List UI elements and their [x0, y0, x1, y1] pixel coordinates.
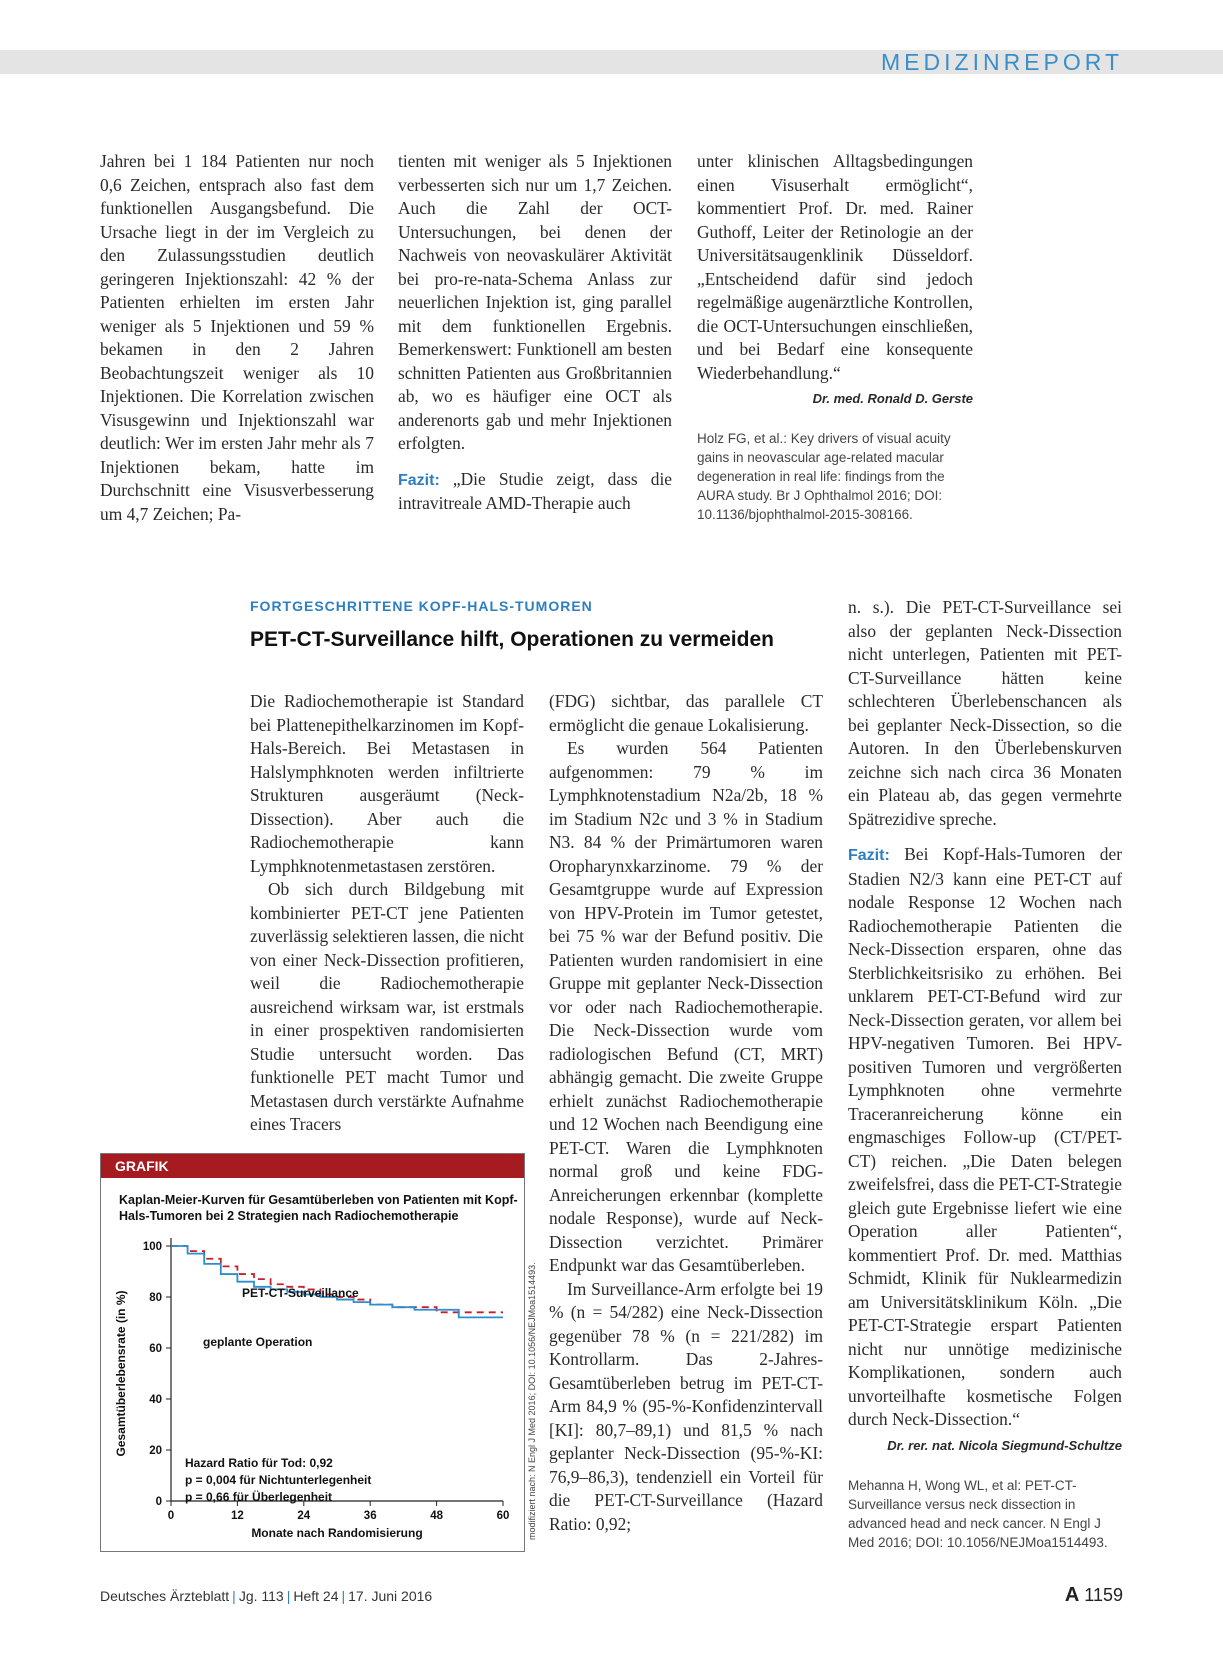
article2-fazit: [848, 843, 1122, 1453]
article2-reference: Mehanna H, Wong WL, et al: PET-CT-Surveillance versus neck dissection in advanced head and neck cancer. N Engl J Med 2016; DOI: 10.1056/NEJMoa1514493.: [848, 1478, 1108, 1550]
article2-headline: PET-CT-Surveillance hilft, Operationen zu vermeiden: [250, 628, 774, 651]
x-tick-label: 12: [231, 1510, 244, 1522]
article2-column-c: [848, 596, 1122, 1457]
fazit-text: „Die Studie zeigt, dass die intravitreale AMD-Therapie auch: [398, 468, 672, 513]
page-prefix: A: [1064, 1584, 1080, 1606]
footer-volume: Jg. 113: [238, 1588, 284, 1604]
chart-annotation: p = 0,66 für Überlegenheit: [185, 1490, 333, 1504]
chart-annotation: Hazard Ratio für Tod: 0,92: [185, 1456, 333, 1470]
footer-issue: Heft 24: [293, 1588, 339, 1604]
series-label-pet-ct: PET-CT-Surveillance: [242, 1286, 359, 1300]
x-tick-label: 48: [430, 1510, 443, 1522]
y-tick-label: 100: [142, 1241, 162, 1253]
article2-author: Dr. rer. nat. Nicola Siegmund-Schultze: [887, 1437, 1122, 1453]
km-curve-pet-ct: [171, 1246, 503, 1312]
article1-col1-text: Jahren bei 1 184 Patienten nur noch 0,6 Zeichen, entsprach also fast dem funktionellen Ausgangsbefund. Die Ursache liegt in der im Vergleich zu den Zulassungsstudien deutlich geringeren Injektionszahl: 42 % der Patienten erhielten im ersten Jahr weniger als 5 Injektionen und 59 % bekamen in den 2 Jahren Beobachtungszeit weniger als 10 Injektionen. Die Korrelation zwischen Visusgewinn und Injektionszahl war deutlich: Wer im ersten Jahr mehr als 7 Injektionen bekam, hatte im Durchschnitt eine Visusverbesserung um 4,7 Zeichen; Pa-: [100, 151, 374, 524]
x-tick-label: 24: [297, 1510, 311, 1522]
km-chart: [101, 1154, 524, 1551]
section-label: MEDIZINREPORT: [881, 49, 1123, 75]
fazit-label: Fazit:: [398, 471, 440, 489]
article2-colb-p3: Im Surveillance-Arm erfolgte bei 19 % (n = 54/282) eine Neck-Dissection gegenüber 78 % (n = 221/282) im Kontrollarm. Das 2-Jahres-Gesamtüberleben betrug im PET-CT-Arm 84,9 % (95-%-Konfidenzintervall [KI]: 80,7–89,1) und 81,5 % nach geplanter Neck-Dissection (95-%-KI: 76,9–86,3), tendenziell ein Vorteil für die PET-CT-Surveillance (Hazard Ratio: 0,92;: [549, 1278, 823, 1534]
y-tick-label: 0: [155, 1496, 162, 1508]
article2-colb-p2: Es wurden 564 Patienten aufgenommen: 79 % im Lymphknotenstadium N2a/2b, 18 % im Stadium N2c und 3 % in Stadium N3. 84 % der Primärtumoren waren Oropharynxkarzinome. 79 % der Gesamtgruppe wurde auf Expression von HPV-Protein im Tumor getestet, bei 75 % war der Befund positiv. Die Patienten wurden randomisiert in eine Gruppe mit geplanter Neck-Dissection vor oder nach Radiochemotherapie. Die Neck-Dissection wurde vom radiologischen Befund (CT, MRT) abhängig gemacht. Die zweite Gruppe erhielt zunächst Radiochemotherapie und 12 Wochen nach Beendigung eine PET-CT. Waren die Lymphknoten normal groß und keine FDG-Anreicherungen erkennbar (komplette nodale Response), wurde auf Neck-Dissection verzichtet. Primärer Endpunkt war das Gesamtüberleben.: [549, 738, 823, 1275]
y-tick-label: 60: [149, 1343, 162, 1355]
footer-page: [1065, 1584, 1123, 1607]
article2-cola-p1: Die Radiochemotherapie ist Standard bei Plattenepithelkarzinomen im Kopf-Hals-Bereich. Bei Metastasen in Halslymphknoten werden infiltrierte Strukturen ausgeräumt (Neck-Dissection). Aber auch die Radiochemotherapie kann Lymphknotenmetastasen zerstören.: [250, 691, 524, 876]
article2-cola-p2: Ob sich durch Bildgebung mit kombinierter PET-CT jene Patienten zuverlässig selektieren lassen, die nicht von einer Neck-Dissection profitieren, weil die Radiochemotherapie ausreichend wirksam war, ist erstmals in einer prospektiven randomisierten Studie untersucht worden. Das funktionelle PET macht Tumor und Metastasen durch verstärkte Aufnahme eines Tracers: [250, 879, 524, 1134]
y-tick-label: 40: [149, 1394, 162, 1406]
article1-col2-text: tienten mit weniger als 5 Injektionen verbesserten sich nur um 1,7 Zeichen. Auch die Zahl der OCT-Untersuchungen, bei denen der Nachweis von neovaskulärer Aktivität bei pro-re-nata-Schema Anlass zur neuerlichen Injektion ist, ging parallel mit dem funktionellen Ergebnis. Bemerkenswert: Funktionell am besten schnitten Patienten aus Großbritannien ab, wo es häufiger eine OCT als anderenorts gab und mehr Injektionen erfolgten.: [398, 151, 672, 453]
article1-fazit: [398, 468, 672, 516]
grafik-credit: modifiziert nach: N Engl J Med 2016; DOI: 10.1056/NEJMoa1514493.: [527, 1262, 537, 1540]
article2-kicker: FORTGESCHRITTENE KOPF-HALS-TUMOREN: [250, 598, 593, 614]
y-axis-label: Gesamtüberlebensrate (in %): [114, 1290, 128, 1457]
article1-col3-wrapper: [697, 150, 973, 406]
fazit-text: Bei Kopf-Hals-Tumoren der Stadien N2/3 kann eine PET-CT auf nodale Response 12 Wochen nach Radiochemotherapie Patienten die Neck-Dissection ersparen, ohne das Sterblichkeitsrisiko zu erhöhen. Bei unklarem PET-CT-Befund wird zur Neck-Dissection geraten, vor allem bei HPV-negativen Tumoren. Bei HPV-positiven Tumoren und vergrößerten Lymphknoten ohne vermehrte Traceranreicherung könne ein engmaschiges Follow-up (CT/PET-CT) reichen. „Die Daten belegen zweifelsfrei, dass die PET-CT-Strategie gleich gute Ergebnisse liefert wie eine Operation aller Patienten“, kommentiert Prof. Dr. med. Matthias Schmidt, Klinik für Nuklearmedizin am Universitätsklinikum Köln. „Die PET-CT-Strategie erspart Patienten nicht nur unnötige medizinische Komplikationen, sondern auch unvorteilhafte kosmetische Folgen durch Neck-Dissection.“: [848, 844, 1122, 1429]
article1-column-1: [100, 150, 374, 526]
series-label-operation: geplante Operation: [203, 1335, 313, 1349]
article2-column-b: [549, 690, 823, 1536]
article2-colb-p1: (FDG) sichtbar, das parallele CT ermöglicht die genaue Lokalisierung.: [549, 691, 823, 735]
article1-column-2: [398, 150, 672, 516]
x-tick-label: 60: [496, 1510, 510, 1522]
chart-annotation: p = 0,004 für Nichtunterlegenheit: [185, 1473, 372, 1487]
y-tick-label: 80: [149, 1292, 162, 1304]
grafik-box: [100, 1153, 525, 1552]
km-curve-operation: [171, 1246, 503, 1317]
footer-date: 17. Juni 2016: [348, 1588, 433, 1604]
article1-author: Dr. med. Ronald D. Gerste: [812, 391, 973, 406]
page-number: 1159: [1084, 1585, 1123, 1605]
article1-column-3: [697, 150, 973, 411]
y-tick-label: 20: [149, 1445, 162, 1457]
x-tick-label: 36: [363, 1510, 377, 1522]
footer-citation: Deutsches Ärzteblatt | Jg. 113 | Heft 24 | 17. Juni 2016: [100, 1588, 433, 1604]
footer-journal: Deutsches Ärzteblatt: [100, 1588, 230, 1604]
grafik-title: Kaplan-Meier-Kurven für Gesamtüberleben von Patienten mit Kopf-Hals-Tumoren bei 2 Strategien nach Radiochemotherapie: [119, 1193, 518, 1223]
grafik-header: GRAFIK: [101, 1154, 524, 1178]
article2-colc-p1: n. s.). Die PET-CT-Surveillance sei also der geplanten Neck-Dissection nicht unterlegen, Patienten mit PET-CT-Surveillance hätten keine schlechteren Überlebenschancen als bei geplanter Neck-Dissection, so die Autoren. In den Überlebenskurven zeichne sich nach circa 36 Monaten ein Plateau ab, das gegen vermehrte Spätrezidive spreche.: [848, 597, 1122, 829]
fazit-label: Fazit:: [848, 847, 890, 864]
x-axis-label: Monate nach Randomisierung: [251, 1526, 423, 1540]
article1-col3-text: unter klinischen Alltagsbedingungen einen Visuserhalt ermöglicht“, kommentiert Prof. Dr. med. Rainer Guthoff, Leiter der Retinologie an der Universitätsaugenklinik Düsseldorf. „Entscheidend dafür sind jedoch regelmäßige augenärztliche Kontrollen, die OCT-Untersuchungen einschließen, und bei Bedarf eine konsequente Wiederbehandlung.“: [697, 151, 973, 383]
article2-column-a: [250, 690, 524, 1137]
x-tick-label: 0: [167, 1510, 175, 1522]
article1-reference: Holz FG, et al.: Key drivers of visual acuity gains in neovascular age-related macular degeneration in real life: findings from the AURA study. Br J Ophthalmol 2016; DOI: 10.1136/bjophthalmol-2015-308166.: [697, 431, 951, 522]
